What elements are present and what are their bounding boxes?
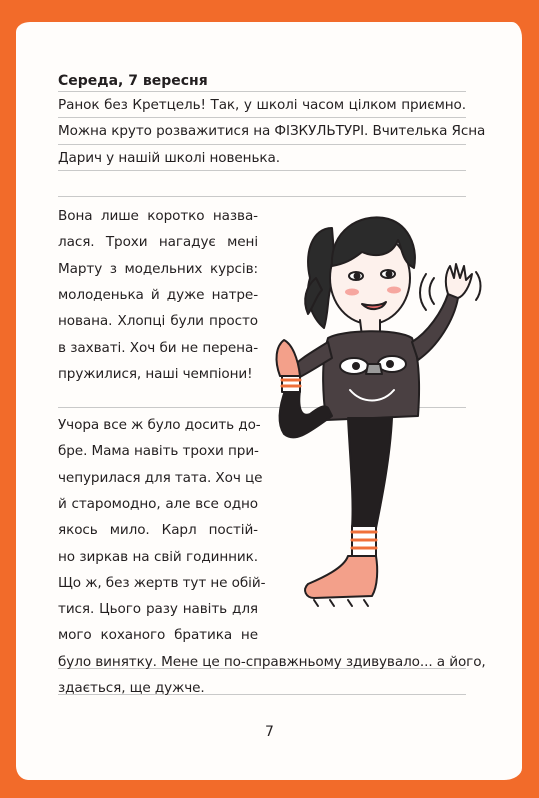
text-line: Дарич у нашій школі новенька. [58,150,280,166]
text-line: тися. Цього разу навіть для [58,601,258,617]
text-line: Що ж, без жертв тут не обій- [58,575,266,591]
text-line: й старомодно, але все одно [58,496,258,512]
text-line: лася. Трохи нагадує мені [58,234,258,250]
text-line: молоденька й дуже натре- [58,287,258,303]
text-line: було винятку. Мене це по-справжньому здивувало... а його, [58,654,486,670]
entry-date-heading: Середа, 7 вересня [58,73,208,89]
girl-exercising-icon [252,208,484,618]
text-line: бре. Мама навіть трохи при- [58,443,259,459]
page-number: 7 [265,724,274,740]
text-line: пружилися, наші чемпіони! [58,366,253,382]
text-line: в захваті. Хоч би не перена- [58,340,258,356]
text-line: Можна круто розважитися на ФІЗКУЛЬТУРІ. Вчителька Ясна [58,123,486,139]
text-line: якось мило. Карл постій- [58,522,258,538]
text-line: чепурилася для тата. Хоч це [58,470,263,486]
text-line: мого коханого братика не [58,627,258,643]
text-line: здається, ще дужче. [58,680,205,696]
text-line: нована. Хлопці були просто [58,313,258,329]
text-line: Ранок без Кретцель! Так, у школі часом цілком приємно. [58,97,466,113]
text-line: но зиркав на свій годинник. [58,549,258,565]
rule-line [58,196,466,197]
text-line: Марту з модельних курсів: [58,261,258,277]
text-line: Учора все ж було досить до- [58,417,261,433]
text-line: Вона лише коротко назва- [58,208,258,224]
